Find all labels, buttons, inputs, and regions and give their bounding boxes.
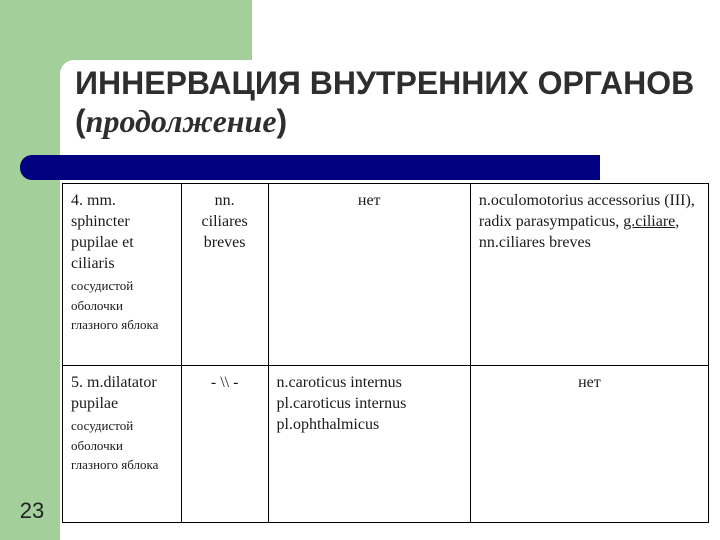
table-row — [63, 184, 709, 366]
title-subtitle: продолжение — [85, 103, 277, 139]
muscle-cell — [63, 366, 182, 523]
title-main: ИННЕРВАЦИЯ ВНУТРЕННИХ ОРГАНОВ ( — [75, 65, 695, 139]
slide-number: 23 — [19, 498, 45, 523]
page-title — [75, 64, 695, 140]
muscle-note: сосудистой оболочки глазного яблока — [71, 278, 159, 332]
muscle-cell — [63, 184, 182, 366]
title-end: ) — [276, 103, 288, 139]
parasympathetic-cell: n.oculomotorius accessorius (III), radix parasympaticus, g.ciliare, nn.ciliares breves — [470, 184, 708, 366]
sympathetic-cell: n.caroticus internus pl.caroticus internus pl.ophthalmicus — [268, 366, 470, 523]
innervation-table — [62, 183, 709, 523]
sympathetic-cell: нет — [268, 184, 470, 366]
muscle-name: 5. m.dilatator pupilae — [71, 374, 157, 412]
ganglion-ciliare-link: g.ciliare — [623, 213, 676, 230]
title-underline-bar — [20, 155, 600, 180]
parasympathetic-cell: нет — [470, 366, 708, 523]
table-row — [63, 366, 709, 523]
nerve-cell: nn. ciliares breves — [181, 184, 268, 366]
nerve-cell: - \\ - — [181, 366, 268, 523]
muscle-note: сосудистой оболочки глазного яблока — [71, 418, 159, 472]
muscle-name: 4. mm. sphincter pupilae et ciliaris — [71, 192, 134, 272]
decor-green-left — [0, 0, 60, 540]
